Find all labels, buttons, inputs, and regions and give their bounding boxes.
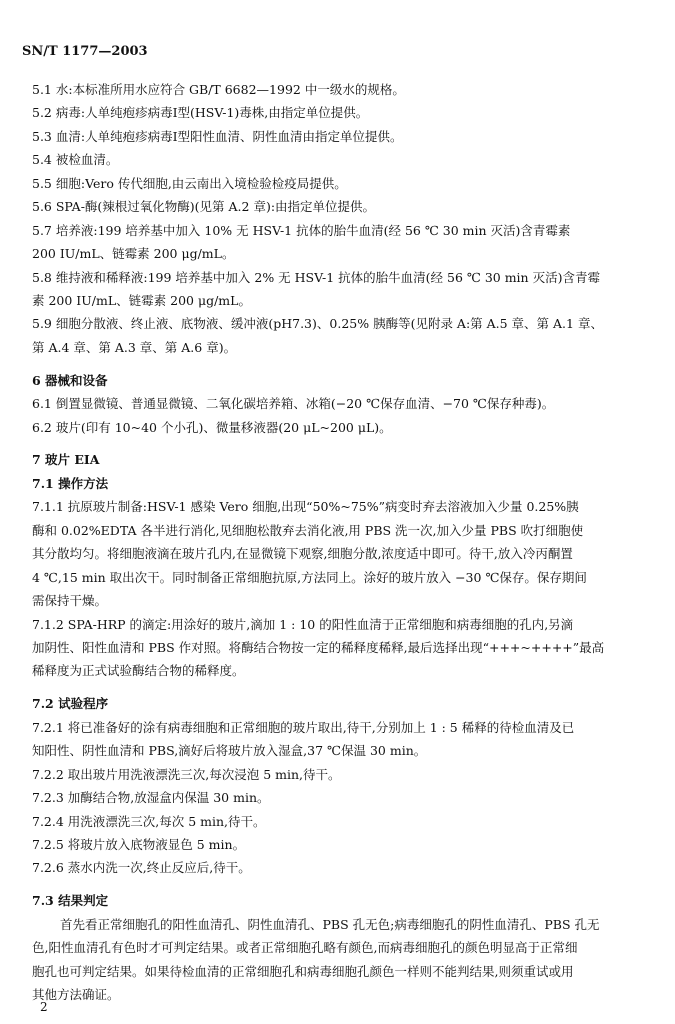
section-heading: 7 玻片 EIA <box>32 452 100 467</box>
section-heading: 6 器械和设备 <box>32 373 108 388</box>
subsection-heading: 7.1 操作方法 <box>32 476 109 491</box>
text-line: 7.2.4 用洗液漂洗三次,每次 5 min,待干。 <box>32 814 266 829</box>
text-line: 7.2.6 蒸水内洗一次,终止反应后,待干。 <box>32 860 251 875</box>
text-line: 5.6 SPA-酶(辣根过氧化物酶)(见第 A.2 章):由指定单位提供。 <box>32 199 376 214</box>
text-line: 加阴性、阳性血清和 PBS 作对照。将酶结合物按一定的稀释度稀释,最后选择出现“+++~++++”最高 <box>32 640 605 655</box>
text-line: 7.2.1 将已准备好的涂有病毒细胞和正常细胞的玻片取出,待干,分别加上 1 : 5 稀释的待检血清及已 <box>32 720 575 735</box>
text-line: 其他方法确证。 <box>32 987 120 1002</box>
text-line: 5.3 血清:人单纯疱疹病毒Ⅰ型阳性血清、阴性血清由指定单位提供。 <box>32 129 403 144</box>
text-line: 色,阳性血清孔有色时才可判定结果。或者正常细胞孔略有颜色,而病毒细胞孔的颜色明显高于正常细 <box>32 940 578 955</box>
text-line: 7.2.5 将玻片放入底物液显色 5 min。 <box>32 837 246 852</box>
text-line: 5.5 细胞:Vero 传代细胞,由云南出入境检验检疫局提供。 <box>32 176 347 191</box>
text-line: 6.1 倒置显微镜、普通显微镜、二氧化碳培养箱、冰箱(−20 ℃保存血清、−70 ℃保存种毒)。 <box>32 396 555 411</box>
text-line: 5.2 病毒:人单纯疱疹病毒Ⅰ型(HSV-1)毒株,由指定单位提供。 <box>32 105 369 120</box>
text-line: 7.1.1 抗原玻片制备:HSV-1 感染 Vero 细胞,出现“50%~75%”病变时弃去溶液加入少量 0.25%胰 <box>32 499 579 514</box>
text-line: 5.1 水:本标准所用水应符合 GB/T 6682—1992 中一级水的规格。 <box>32 82 405 97</box>
text-line: 5.9 细胞分散液、终止液、底物液、缓冲液(pH7.3)、0.25% 胰酶等(见附录 A:第 A.5 章、第 A.1 章、 <box>32 316 603 331</box>
text-line: 7.2.3 加酶结合物,放湿盒内保温 30 min。 <box>32 790 270 805</box>
text-line: 素 200 IU/mL、链霉素 200 μg/mL。 <box>32 293 251 308</box>
standard-number-header: SN/T 1177—2003 <box>22 44 148 59</box>
text-line: 7.2.2 取出玻片用洗液漂洗三次,每次浸泡 5 min,待干。 <box>32 767 341 782</box>
text-line: 6.2 玻片(印有 10~40 个小孔)、微量移液器(20 μL~200 μL)。 <box>32 420 392 435</box>
text-line: 酶和 0.02%EDTA 各半进行消化,见细胞松散弃去消化液,用 PBS 洗一次,加入少量 PBS 吹打细胞使 <box>32 523 584 538</box>
subsection-heading: 7.2 试验程序 <box>32 696 109 711</box>
text-line: 其分散均匀。将细胞液滴在玻片孔内,在显微镜下观察,细胞分散,浓度适中即可。待干,放入冷丙酮置 <box>32 546 573 561</box>
text-line: 200 IU/mL、链霉素 200 μg/mL。 <box>32 246 235 261</box>
text-line: 需保持干燥。 <box>32 593 108 608</box>
text-line: 胞孔也可判定结果。如果待检血清的正常细胞孔和病毒细胞孔颜色一样则不能判结果,则须重试或用 <box>32 964 574 979</box>
text-line: 5.4 被检血清。 <box>32 152 119 167</box>
text-line: 7.1.2 SPA-HRP 的滴定:用涂好的玻片,滴加 1 : 10 的阳性血清于正常细胞和病毒细胞的孔内,另滴 <box>32 617 574 632</box>
text-line: 5.8 维持液和稀释液:199 培养基中加入 2% 无 HSV-1 抗体的胎牛血清(经 56 ℃ 30 min 灭活)含青霉 <box>32 270 600 285</box>
text-line: 4 ℃,15 min 取出次干。同时制备正常细胞抗原,方法同上。涂好的玻片放入 −30 ℃保存。保存期间 <box>32 570 587 585</box>
subsection-heading: 7.3 结果判定 <box>32 893 109 908</box>
text-line: 稀释度为正式试验酶结合物的稀释度。 <box>32 663 245 678</box>
text-line: 首先看正常细胞孔的阳性血清孔、阴性血清孔、PBS 孔无色;病毒细胞孔的阴性血清孔、PBS 孔无 <box>60 917 600 932</box>
text-line: 知阳性、阴性血清和 PBS,滴好后将玻片放入湿盒,37 ℃保温 30 min。 <box>32 743 427 758</box>
text-line: 第 A.4 章、第 A.3 章、第 A.6 章)。 <box>32 340 237 355</box>
page-number: 2 <box>40 1000 48 1014</box>
text-line: 5.7 培养液:199 培养基中加入 10% 无 HSV-1 抗体的胎牛血清(经 56 ℃ 30 min 灭活)含青霉素 <box>32 223 571 238</box>
